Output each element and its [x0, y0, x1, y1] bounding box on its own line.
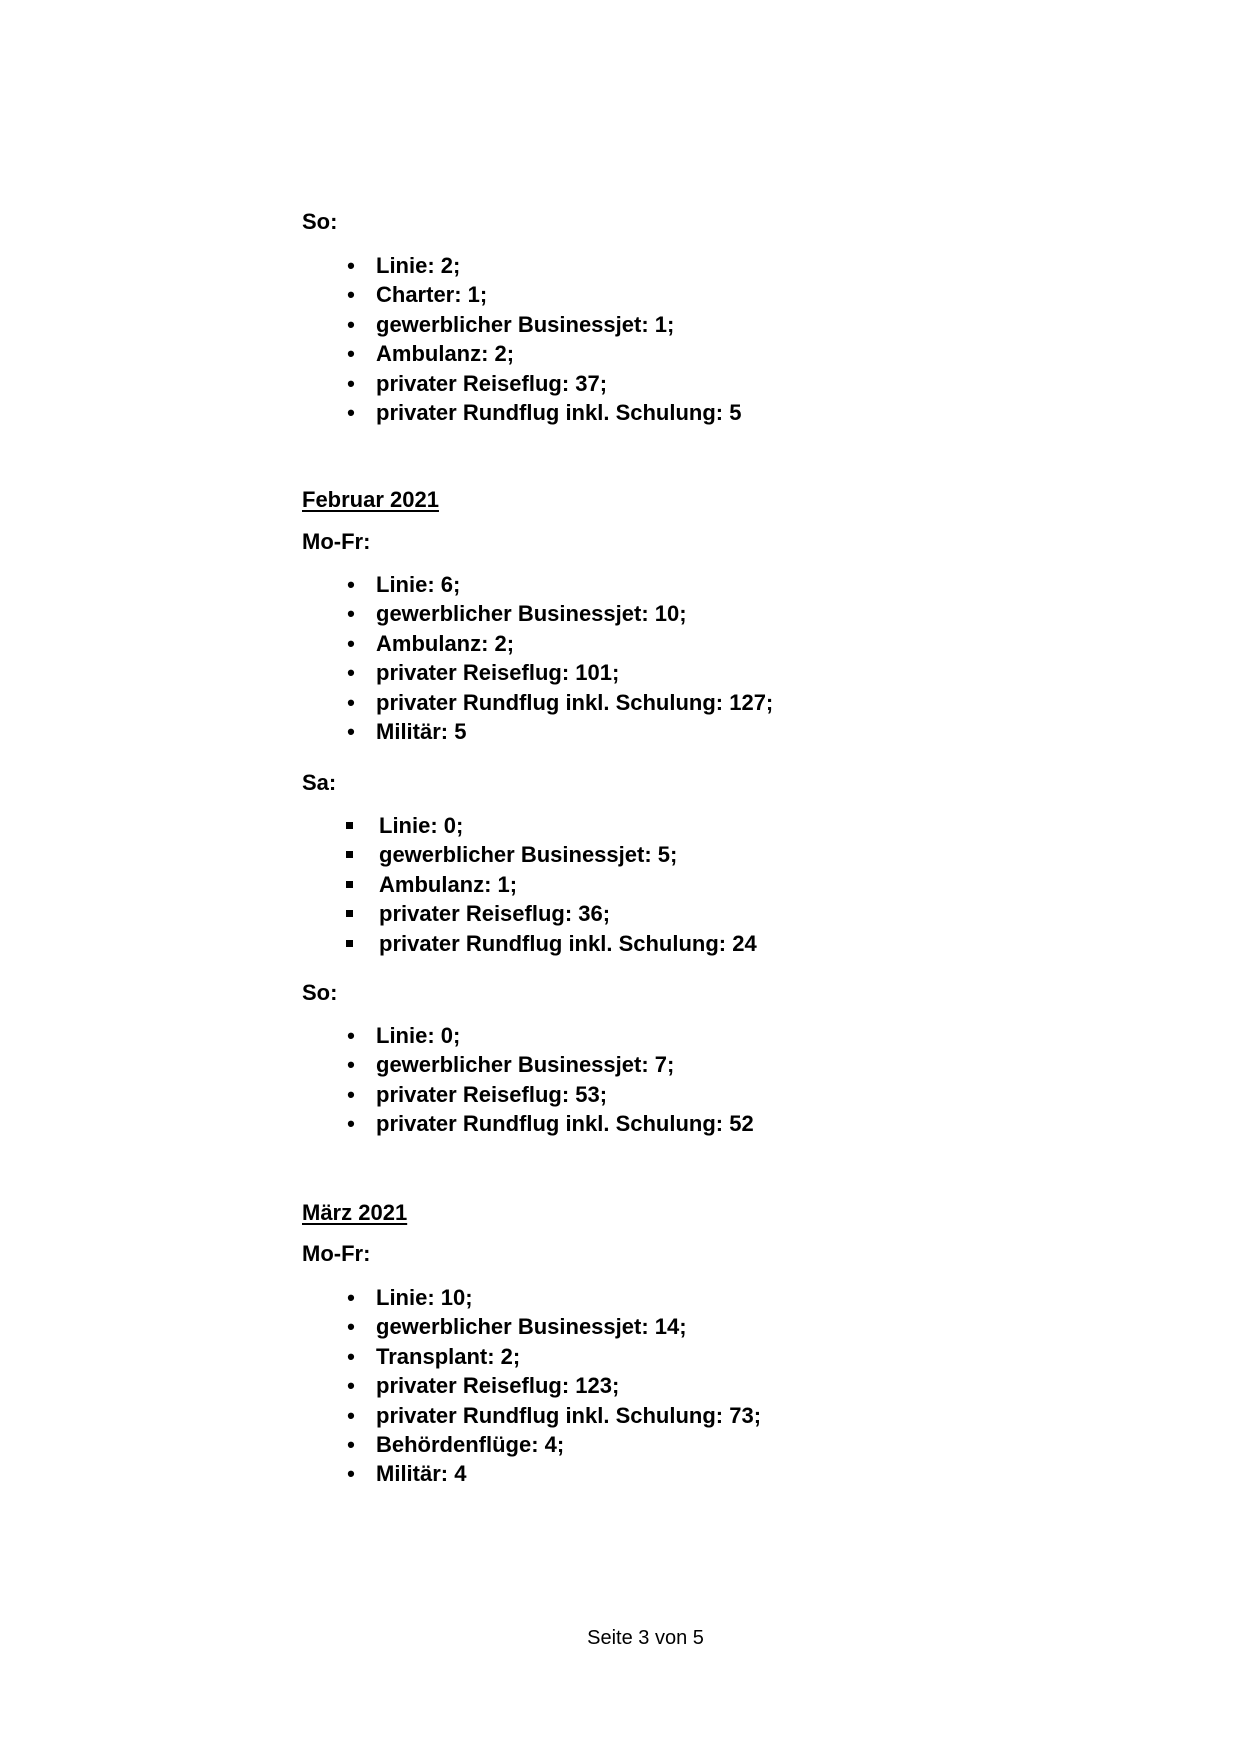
bullet-icon: •: [347, 400, 355, 426]
list-item: gewerblicher Businessjet: 5;: [379, 840, 757, 869]
list-item: Ambulanz: 1;: [379, 870, 757, 899]
bullet-icon: •: [347, 719, 355, 745]
bullet-icon: •: [347, 1285, 355, 1310]
square-bullet-icon: [346, 822, 353, 829]
list-item: • privater Rundflug inkl. Schulung: 5: [376, 398, 741, 427]
heading-sa-feb: Sa:: [302, 770, 337, 795]
square-bullet-icon: [346, 851, 353, 858]
bullet-icon: •: [347, 689, 355, 715]
list-item: • Ambulanz: 2;: [376, 629, 773, 658]
list-item: Linie: 0;: [379, 811, 757, 840]
bullet-icon: •: [347, 1052, 355, 1078]
bullet-icon: •: [347, 370, 355, 396]
list-item: privater Reiseflug: 36;: [379, 899, 757, 928]
bullet-icon: •: [347, 1314, 355, 1340]
list-mofr-maerz: [347, 1283, 762, 1489]
list-so-jan: [347, 251, 742, 427]
list-so-feb: [347, 1021, 754, 1139]
square-bullet-icon: [346, 910, 353, 917]
list-item: • gewerblicher Businessjet: 10;: [376, 599, 773, 628]
bullet-icon: •: [347, 1343, 355, 1369]
bullet-icon: •: [347, 1081, 355, 1107]
list-item: • gewerblicher Businessjet: 14;: [376, 1312, 761, 1341]
list-item: privater Rundflug inkl. Schulung: 24: [379, 929, 757, 958]
list-item: • privater Reiseflug: 37;: [376, 369, 741, 398]
list-item: • Linie: 2;: [376, 251, 741, 280]
bullet-icon: •: [347, 1111, 355, 1137]
list-item: • privater Reiseflug: 53;: [376, 1080, 754, 1109]
list-item: • gewerblicher Businessjet: 1;: [376, 310, 741, 339]
page-number-footer: Seite 3 von 5: [587, 1627, 704, 1649]
bullet-icon: •: [347, 660, 355, 686]
heading-so-feb: So:: [302, 980, 338, 1005]
bullet-icon: •: [347, 341, 355, 367]
square-bullet-icon: [346, 881, 353, 888]
list-mofr-feb: [347, 570, 774, 746]
list-item: • Behördenflüge: 4;: [376, 1430, 761, 1459]
heading-mofr-maerz: Mo-Fr:: [302, 1241, 371, 1266]
list-item: • privater Reiseflug: 123;: [376, 1371, 761, 1400]
month-heading-februar: Februar 2021: [302, 487, 439, 512]
bullet-icon: •: [347, 1432, 355, 1458]
bullet-icon: •: [347, 1373, 355, 1399]
bullet-icon: •: [347, 282, 355, 308]
list-item: • Ambulanz: 2;: [376, 339, 741, 368]
bullet-icon: •: [347, 1023, 355, 1048]
square-bullet-icon: [346, 940, 353, 947]
heading-so-jan: So:: [302, 209, 338, 234]
bullet-icon: •: [347, 1402, 355, 1428]
bullet-icon: •: [347, 630, 355, 656]
list-item: • gewerblicher Businessjet: 7;: [376, 1050, 754, 1079]
list-item: • Transplant: 2;: [376, 1342, 761, 1371]
list-item: • Linie: 10;: [376, 1283, 761, 1312]
bullet-icon: •: [347, 601, 355, 627]
month-heading-maerz: März 2021: [302, 1200, 408, 1225]
bullet-icon: •: [347, 572, 355, 597]
list-item: • Charter: 1;: [376, 280, 741, 309]
heading-mofr-feb: Mo-Fr:: [302, 529, 371, 554]
list-item: • privater Rundflug inkl. Schulung: 73;: [376, 1401, 761, 1430]
bullet-icon: •: [347, 253, 355, 278]
list-item: • Militär: 5: [376, 717, 773, 746]
list-item: • Linie: 6;: [376, 570, 773, 599]
list-item: • privater Reiseflug: 101;: [376, 658, 773, 687]
list-item: • Linie: 0;: [376, 1021, 754, 1050]
list-item: • privater Rundflug inkl. Schulung: 127;: [376, 688, 773, 717]
list-sa-feb: [379, 811, 757, 958]
bullet-icon: •: [347, 1461, 355, 1487]
list-item: • Militär: 4: [376, 1459, 761, 1488]
list-item: • privater Rundflug inkl. Schulung: 52: [376, 1109, 754, 1138]
bullet-icon: •: [347, 311, 355, 337]
